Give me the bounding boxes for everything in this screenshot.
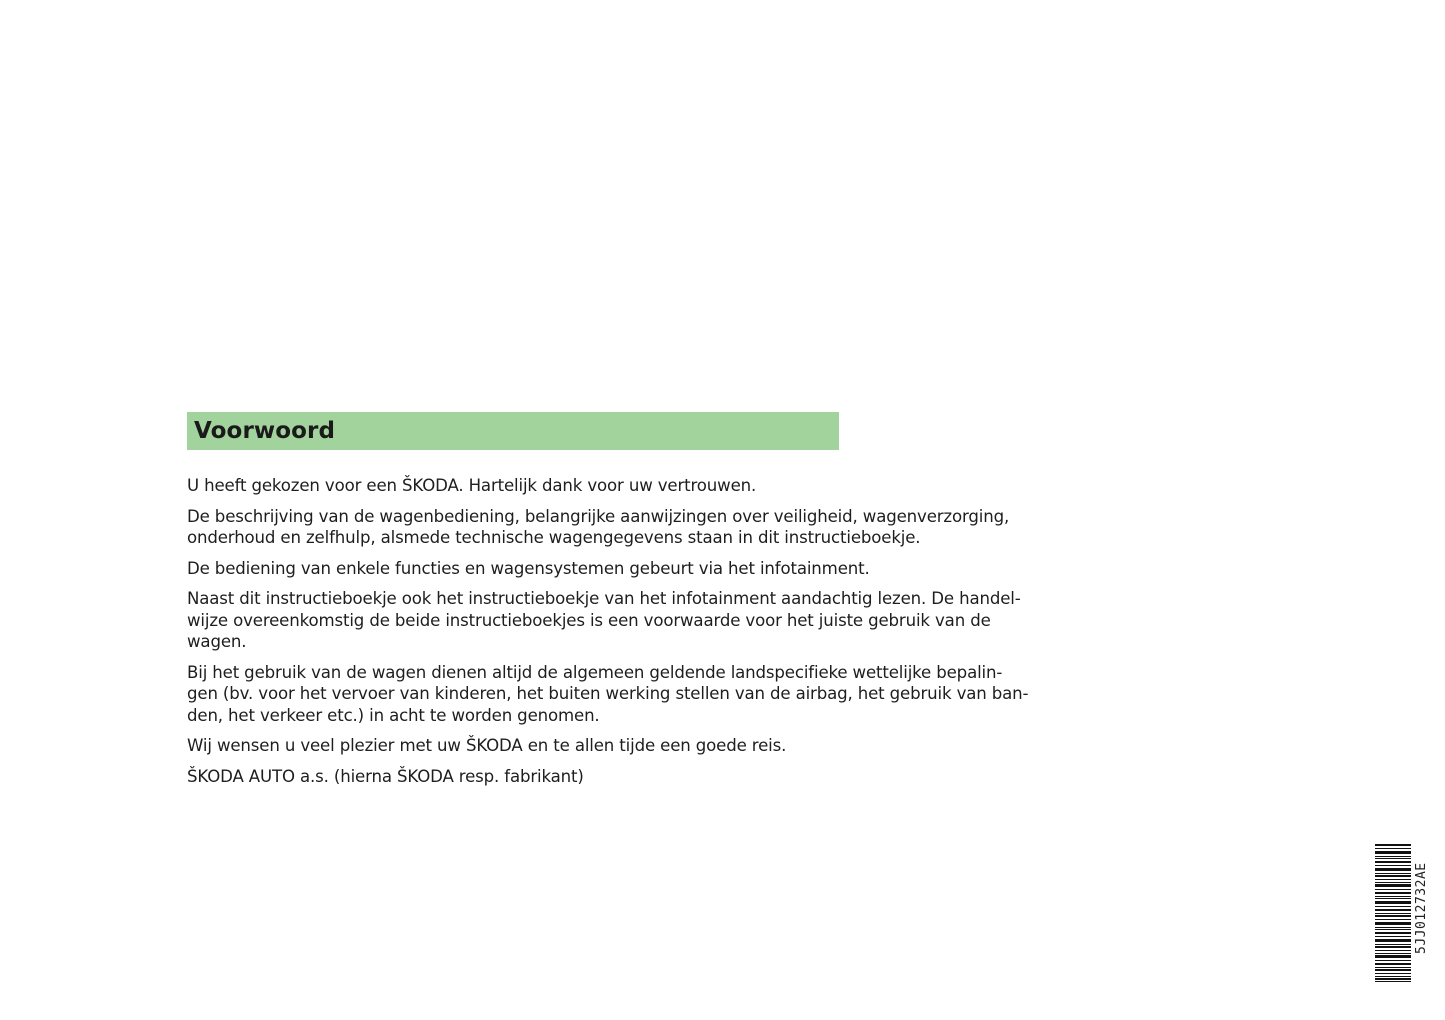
text-line: U heeft gekozen voor een ŠKODA. Hartelijk dank voor uw vertrouwen. (187, 476, 757, 495)
paragraph-read-manuals (187, 588, 1047, 653)
text-line: onderhoud en zelfhulp, alsmede technische wagengegevens staan in dit instructieboekje. (187, 528, 921, 547)
text-line: Bij het gebruik van de wagen dienen altijd de algemeen geldende landspecifieke wettelijke bepalin- (187, 662, 1003, 682)
text-line: wagen. (187, 632, 247, 651)
paragraph-manufacturer (187, 766, 1047, 788)
barcode-code: 5JJ012732AE (1414, 862, 1429, 954)
foreword-section (187, 412, 1047, 796)
text-line: De beschrijving van de wagenbediening, belangrijke aanwijzingen over veiligheid, wagenverzorging, (187, 506, 1010, 526)
text-line: Naast dit instructieboekje ook het instructieboekje van het infotainment aandachtig lezen. De handel- (187, 589, 1021, 608)
text-line: Wij wensen u veel plezier met uw ŠKODA en te allen tijde een goede reis. (187, 736, 787, 755)
heading-bar (187, 412, 839, 450)
text-line: ŠKODA AUTO a.s. (hierna ŠKODA resp. fabrikant) (187, 766, 584, 786)
paragraph-description (187, 506, 1047, 549)
paragraph-thanks (187, 475, 1047, 497)
page-title: Voorwoord (194, 418, 336, 444)
barcode-graphic (1375, 844, 1411, 982)
paragraph-regulations (187, 662, 1047, 727)
foreword-text (187, 475, 1047, 787)
paragraph-wishes (187, 735, 1047, 757)
text-line: De bediening van enkele functies en wagensystemen gebeurt via het infotainment. (187, 558, 870, 578)
paragraph-infotainment (187, 558, 1047, 580)
text-line: den, het verkeer etc.) in acht te worden genomen. (187, 705, 600, 725)
text-line: wijze overeenkomstig de beide instructieboekjes is een voorwaarde voor het juiste gebruik van de (187, 610, 991, 630)
text-line: gen (bv. voor het vervoer van kinderen, het buiten werking stellen van de airbag, het gebruik van ban- (187, 684, 1029, 703)
